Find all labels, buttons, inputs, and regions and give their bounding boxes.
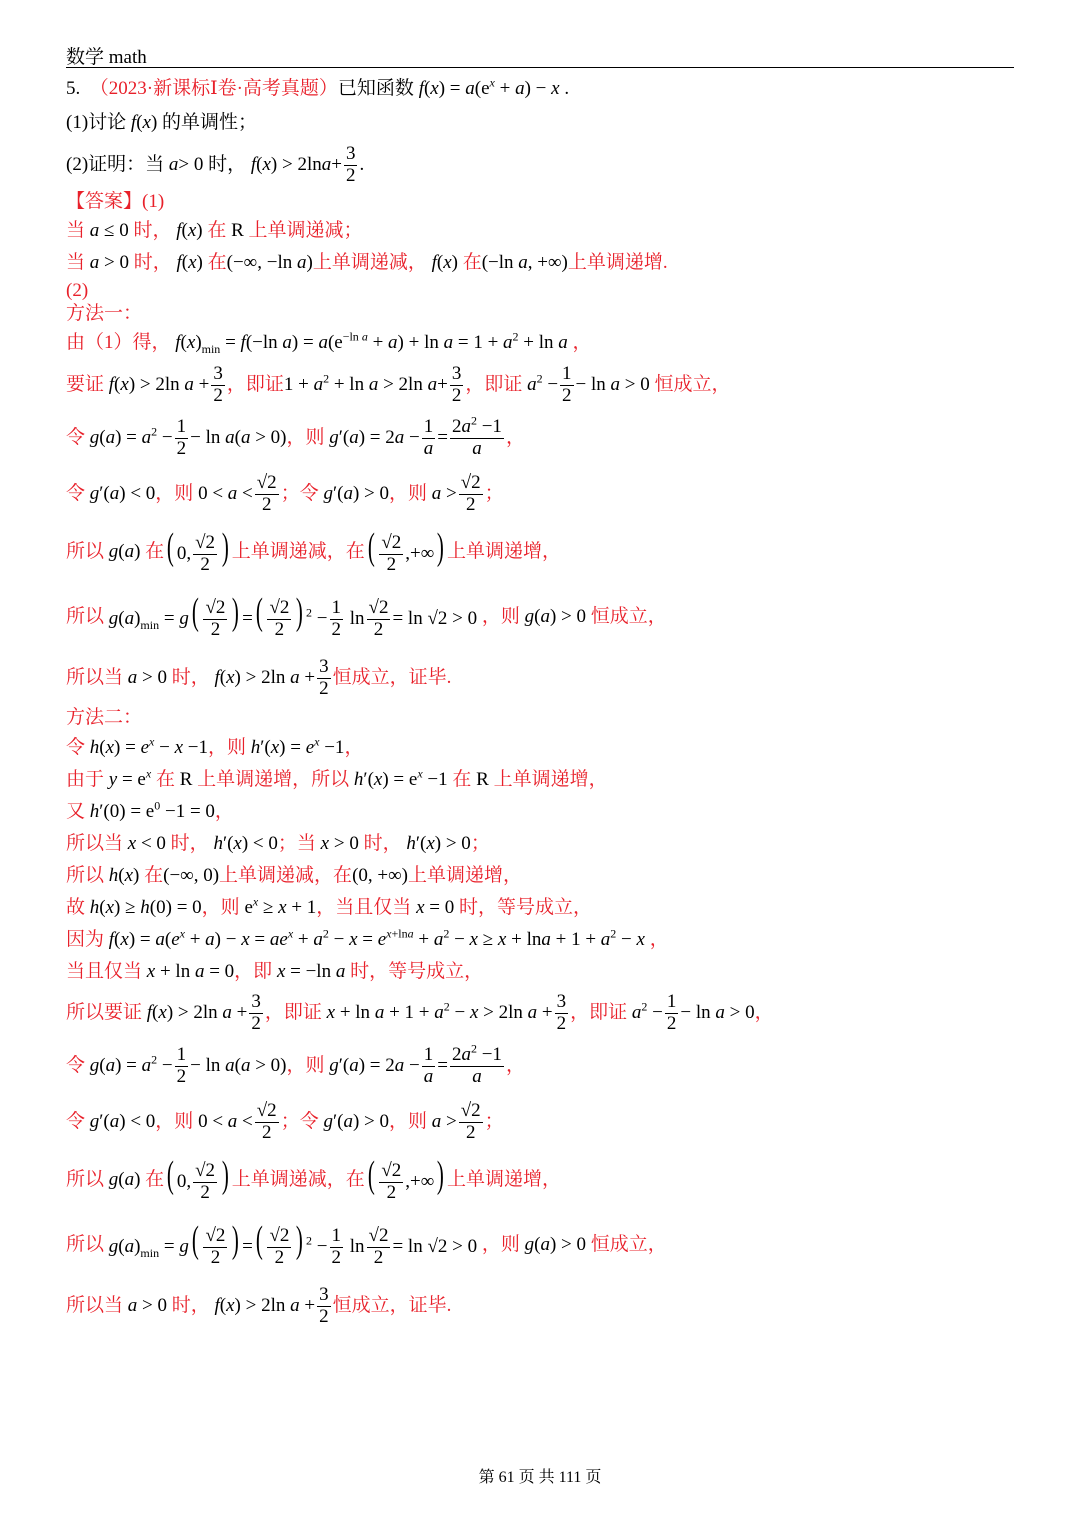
m1-line6: 所以 $g(a)_{min} = g$( $\frac{√2}{2}$ ) =( $\frac{√2}{2}$ ) $^2$ − $\frac{1}{2}$ ln $\frac{√2}{2}$ = ln √2 > 0 ，则 g(a) > 0 恒成立， xyxy=(66,590,667,641)
m1-line3: 令 $g(a) = a^2$ − $\frac{1}{2}$ − ln a(a > 0) ，则 g′(a) = 2a − $\frac{1}{a}$ = $\frac{2a^2 -1}{a}$ ， xyxy=(66,413,525,459)
answer-p1-line2: 当 a > 0 时， f(x) 在 (−∞, −ln a) 上单调递减， f(x) 在 (−ln a, +∞) 上单调递增. xyxy=(66,252,668,274)
page-footer: 第 61 页 共 111 页 xyxy=(478,1469,602,1486)
m1-line5: 所以 g(a) 在 ( 0, $\frac{√2}{2}$ ) 上单调递减，在 ( $\frac{√2}{2}$ ,+∞) 上单调递增， xyxy=(66,525,561,576)
m2-line9: 所以要证 f(x) > 2ln a + $\frac{3}{2}$ ，即证 $x + \ln a + 1 + a^2 - x > 2\ln$ a + $\frac{3}{2}$ ，即证 $a^2$ − $\frac{1}{2}$ − ln a > 0 ， xyxy=(66,990,774,1034)
answer-part2-label: (2) xyxy=(66,280,89,302)
header-rule xyxy=(66,67,1014,68)
m2-line5: 所以 h(x) 在 (−∞, 0) 上单调递减，在 (0, +∞) 上单调递增， xyxy=(66,865,522,887)
page-header-subject: 数学 math xyxy=(66,47,147,68)
m2-line12: 所以 g(a) 在 ( 0, $\frac{√2}{2}$ ) 上单调递减，在 ( $\frac{√2}{2}$ ,+∞) 上单调递增， xyxy=(66,1153,561,1204)
m1-line4: 令 g′(a) < 0 ，则 0 < a < $\frac{√2}{2}$ ；令 g′(a) > 0 ，则 a > $\frac{√2}{2}$ ； xyxy=(66,471,504,515)
m2-line7: 因为 $f(x) = a(e^x + a) - x = ae^x + a^2 - x = e^{x+lna} + a^2 - x \ge x + \ln a + 1 + a^2 - x$ ， xyxy=(66,926,669,951)
m1-line2: 要证 f(x) > 2ln a + $\frac{3}{2}$ ，即证 $1 + a^2 + \ln a > 2\ln$ a+ $\frac{3}{2}$ ，即证 $a^2$ − $\frac{1}{2}$ − ln a > 0 恒成立， xyxy=(66,362,731,406)
m2-line8: 当且仅当 x + ln a = 0 ，即 x = −ln a 时，等号成立， xyxy=(66,961,484,983)
m1-line7: 所以当 a > 0 时， f(x) > 2ln a + $\frac{3}{2}$ 恒成立，证毕. xyxy=(66,655,452,699)
problem-part1: (1)讨论 f ( x ) 的单调性； xyxy=(66,112,258,134)
answer-p1-line1: 当 a ≤ 0 时， f(x) 在 R 上单调递减； xyxy=(66,220,363,242)
m2-line14: 所以当 a > 0 时， f(x) > 2ln a + $\frac{3}{2}$ 恒成立，证毕. xyxy=(66,1283,452,1327)
document-body xyxy=(66,72,1014,1332)
m2-line1: 令 $h(x) = e^x - x -1$ ，则 $h'(x) = e^x -1$ ， xyxy=(66,734,364,759)
m2-line2: 由于 $y = e^x$ 在 R 上单调递增，所以 $h'(x) = e^x -1$ 在 R 上单调递增， xyxy=(66,766,608,791)
m2-line10: 令 $g(a) = a^2$ − $\frac{1}{2}$ − ln a(a > 0) ，则 g′(a) = 2a − $\frac{1}{a}$ = $\frac{2a^2 -1}{a}$ ， xyxy=(66,1041,525,1087)
m2-line4: 所以当 x < 0 时， h′(x) < 0 ；当 x > 0 时， h′(x) > 0 ； xyxy=(66,833,490,855)
m2-line3: 又 $h'(0) = e^0 -1 = 0$ ， xyxy=(66,798,234,823)
problem-number: 5. xyxy=(66,78,81,100)
problem-source: （2023·新课标Ⅰ卷·高考真题） xyxy=(89,78,338,100)
answer-part1-label: (1) xyxy=(142,191,165,213)
m2-line11: 令 g′(a) < 0 ，则 0 < a < $\frac{√2}{2}$ ；令 g′(a) > 0 ，则 a > $\frac{√2}{2}$ ； xyxy=(66,1099,504,1143)
m2-line6: 故 h(x) ≥ h(0) = 0 ，则 $e^x \ge x + 1$ ，当且仅当 x = 0 时，等号成立， xyxy=(66,894,592,919)
m2-line13: 所以 $g(a)_{min} = g$( $\frac{√2}{2}$ ) =( $\frac{√2}{2}$ ) $^2$ − $\frac{1}{2}$ ln $\frac{√2}{2}$ = ln √2 > 0 ，则 g(a) > 0 恒成立， xyxy=(66,1218,667,1269)
problem-part2: (2)证明：当 a > 0 时， f ( x ) > 2ln a + $\frac{3}{2}$ . xyxy=(66,142,365,186)
method1-title: 方法一： xyxy=(66,303,143,325)
problem-lead: 已知函数 xyxy=(337,78,414,100)
problem-statement xyxy=(66,74,1014,104)
answer-tag: 【答案】 xyxy=(66,191,143,213)
m1-line1: 由（1）得， $f(x)_{min} = f(-\ln$ $a) = a(e^{-ln a} + a) + \ln a = 1 + a^2 + \ln a$ ， xyxy=(66,329,592,356)
problem-function: $f(x) = a(e^x + a) - x$ . xyxy=(418,75,570,100)
answer-header xyxy=(66,188,1014,216)
method2-title: 方法二： xyxy=(66,707,143,729)
